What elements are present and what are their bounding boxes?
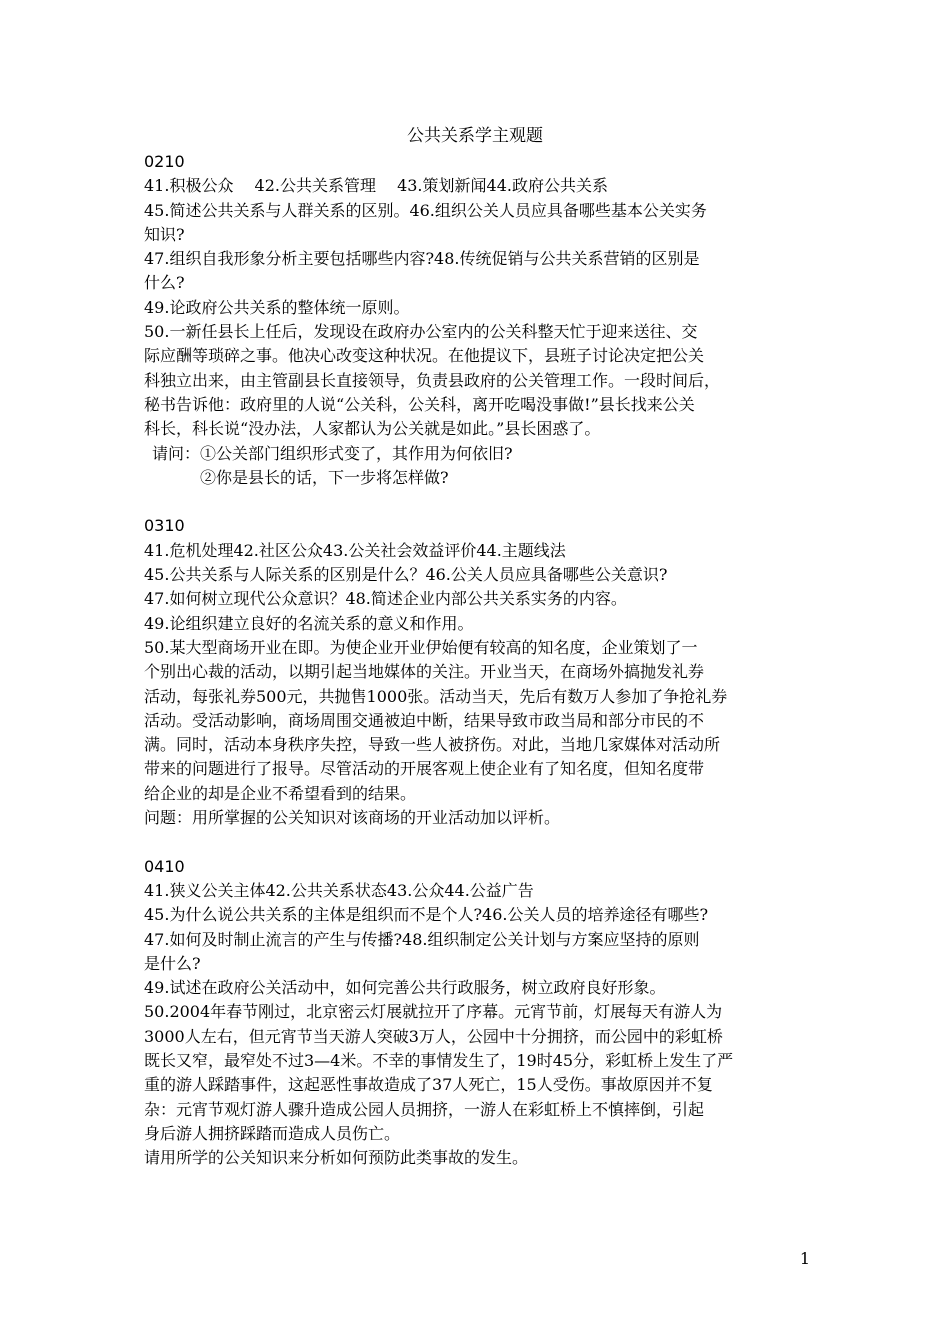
text-line: 49.试述在政府公关活动中，如何完善公共行政服务，树立政府良好形象。 bbox=[144, 978, 666, 998]
question-line: 请用所学的公关知识来分析如何预防此类事故的发生。 bbox=[144, 1148, 529, 1168]
text-line: 秘书告诉他：政府里的人说“公关科，公关科，离开吃喝没事做!”县长找来公关 bbox=[144, 394, 695, 414]
text-line: 给企业的却是企业不希望看到的结果。 bbox=[144, 783, 417, 803]
section-0210 bbox=[144, 150, 824, 490]
section-0410 bbox=[144, 855, 824, 1171]
section-0310 bbox=[144, 514, 824, 830]
text-line: 50.一新任县长上任后，发现设在政府办公室内的公关科整天忙于迎来送往、交 bbox=[144, 322, 698, 342]
text-line: 3000人左右，但元宵节当天游人突破3万人，公园中十分拥挤，而公园中的彩虹桥 bbox=[144, 1026, 723, 1046]
text-line: 49.论组织建立良好的名流关系的意义和作用。 bbox=[144, 613, 474, 633]
text-line: 49.论政府公共关系的整体统一原则。 bbox=[144, 297, 410, 317]
text-line: 什么? bbox=[144, 273, 185, 293]
question-line: 问题：用所掌握的公关知识对该商场的开业活动加以评析。 bbox=[144, 808, 561, 828]
text-line: 50.某大型商场开业在即。为使企业开业伊始便有较高的知名度，企业策划了一 bbox=[144, 637, 698, 657]
text-line: 活动。受活动影响，商场周围交通被迫中断，结果导致市政当局和部分市民的不 bbox=[144, 710, 705, 730]
text-line: 活动，每张礼券500元，共抛售1000张。活动当天，先后有数万人参加了争抢礼券 bbox=[144, 686, 728, 706]
section-code: 0310 bbox=[144, 516, 185, 536]
text-line: 45.公共关系与人际关系的区别是什么？46.公关人员应具备哪些公关意识? bbox=[144, 565, 668, 585]
text-line: 际应酬等琐碎之事。他决心改变这种状况。在他提议下，县班子讨论决定把公关 bbox=[144, 346, 705, 366]
text-line: 41.狭义公关主体42.公共关系状态43.公众44.公益广告 bbox=[144, 880, 534, 900]
text-line: 47.组织自我形象分析主要包括哪些内容?48.传统促销与公共关系营销的区别是 bbox=[144, 249, 700, 269]
text-line: 45.为什么说公共关系的主体是组织而不是个人?46.公关人员的培养途径有哪些? bbox=[144, 905, 709, 925]
text-line: 科长，科长说“没办法，人家都认为公关就是如此。”县长困惑了。 bbox=[144, 419, 601, 439]
text-line: 既长又窄，最窄处不过3—4米。不幸的事情发生了，19时45分，彩虹桥上发生了严 bbox=[144, 1050, 734, 1070]
text-line: 50.2004年春节刚过，北京密云灯展就拉开了序幕。元宵节前，灯展每天有游人为 bbox=[144, 1002, 723, 1022]
text-line: 科独立出来，由主管副县长直接领导，负责县政府的公关管理工作。一段时间后， bbox=[144, 370, 721, 390]
page-number: 1 bbox=[799, 1249, 810, 1268]
text-line: 是什么? bbox=[144, 953, 201, 973]
text-line: 知识? bbox=[144, 224, 185, 244]
text-line: 47.如何及时制止流言的产生与传播?48.组织制定公关计划与方案应坚持的原则 bbox=[144, 929, 700, 949]
section-code: 0210 bbox=[144, 152, 185, 171]
section-code: 0410 bbox=[144, 856, 185, 876]
text-line: 47.如何树立现代公众意识？48.简述企业内部公共关系实务的内容。 bbox=[144, 589, 627, 609]
question-line: ②你是县长的话，下一步将怎样做? bbox=[200, 467, 449, 487]
text-line: 41.积极公众 42.公共关系管理 43.策划新闻44.政府公共关系 bbox=[144, 176, 608, 196]
text-line: 带来的问题进行了报导。尽管活动的开展客观上使企业有了知名度，但知名度带 bbox=[144, 759, 705, 779]
section-gap bbox=[144, 830, 824, 854]
text-line: 杂：元宵节观灯游人骤升造成公园人员拥挤，一游人在彩虹桥上不慎摔倒，引起 bbox=[144, 1099, 705, 1119]
text-line: 重的游人踩踏事件，这起恶性事故造成了37人死亡，15人受伤。事故原因并不复 bbox=[144, 1075, 713, 1095]
page-title: 公共关系学主观题 bbox=[407, 126, 543, 146]
text-line: 满。同时，活动本身秩序失控，导致一些人被挤伤。对此，当地几家媒体对活动所 bbox=[144, 735, 721, 755]
section-gap bbox=[144, 490, 824, 514]
text-line: 身后游人拥挤踩踏而造成人员伤亡。 bbox=[144, 1123, 401, 1143]
text-line: 45.简述公共关系与人群关系的区别。46.组织公关人员应具备哪些基本公关实务 bbox=[144, 200, 707, 220]
question-line: 请问：①公关部门组织形式变了，其作用为何依旧? bbox=[152, 443, 513, 463]
document-body bbox=[144, 150, 824, 1170]
text-line: 41.危机处理42.社区公众43.公关社会效益评价44.主题线法 bbox=[144, 540, 566, 560]
text-line: 个别出心裁的活动，以期引起当地媒体的关注。开业当天，在商场外搞抛发礼券 bbox=[144, 662, 705, 682]
